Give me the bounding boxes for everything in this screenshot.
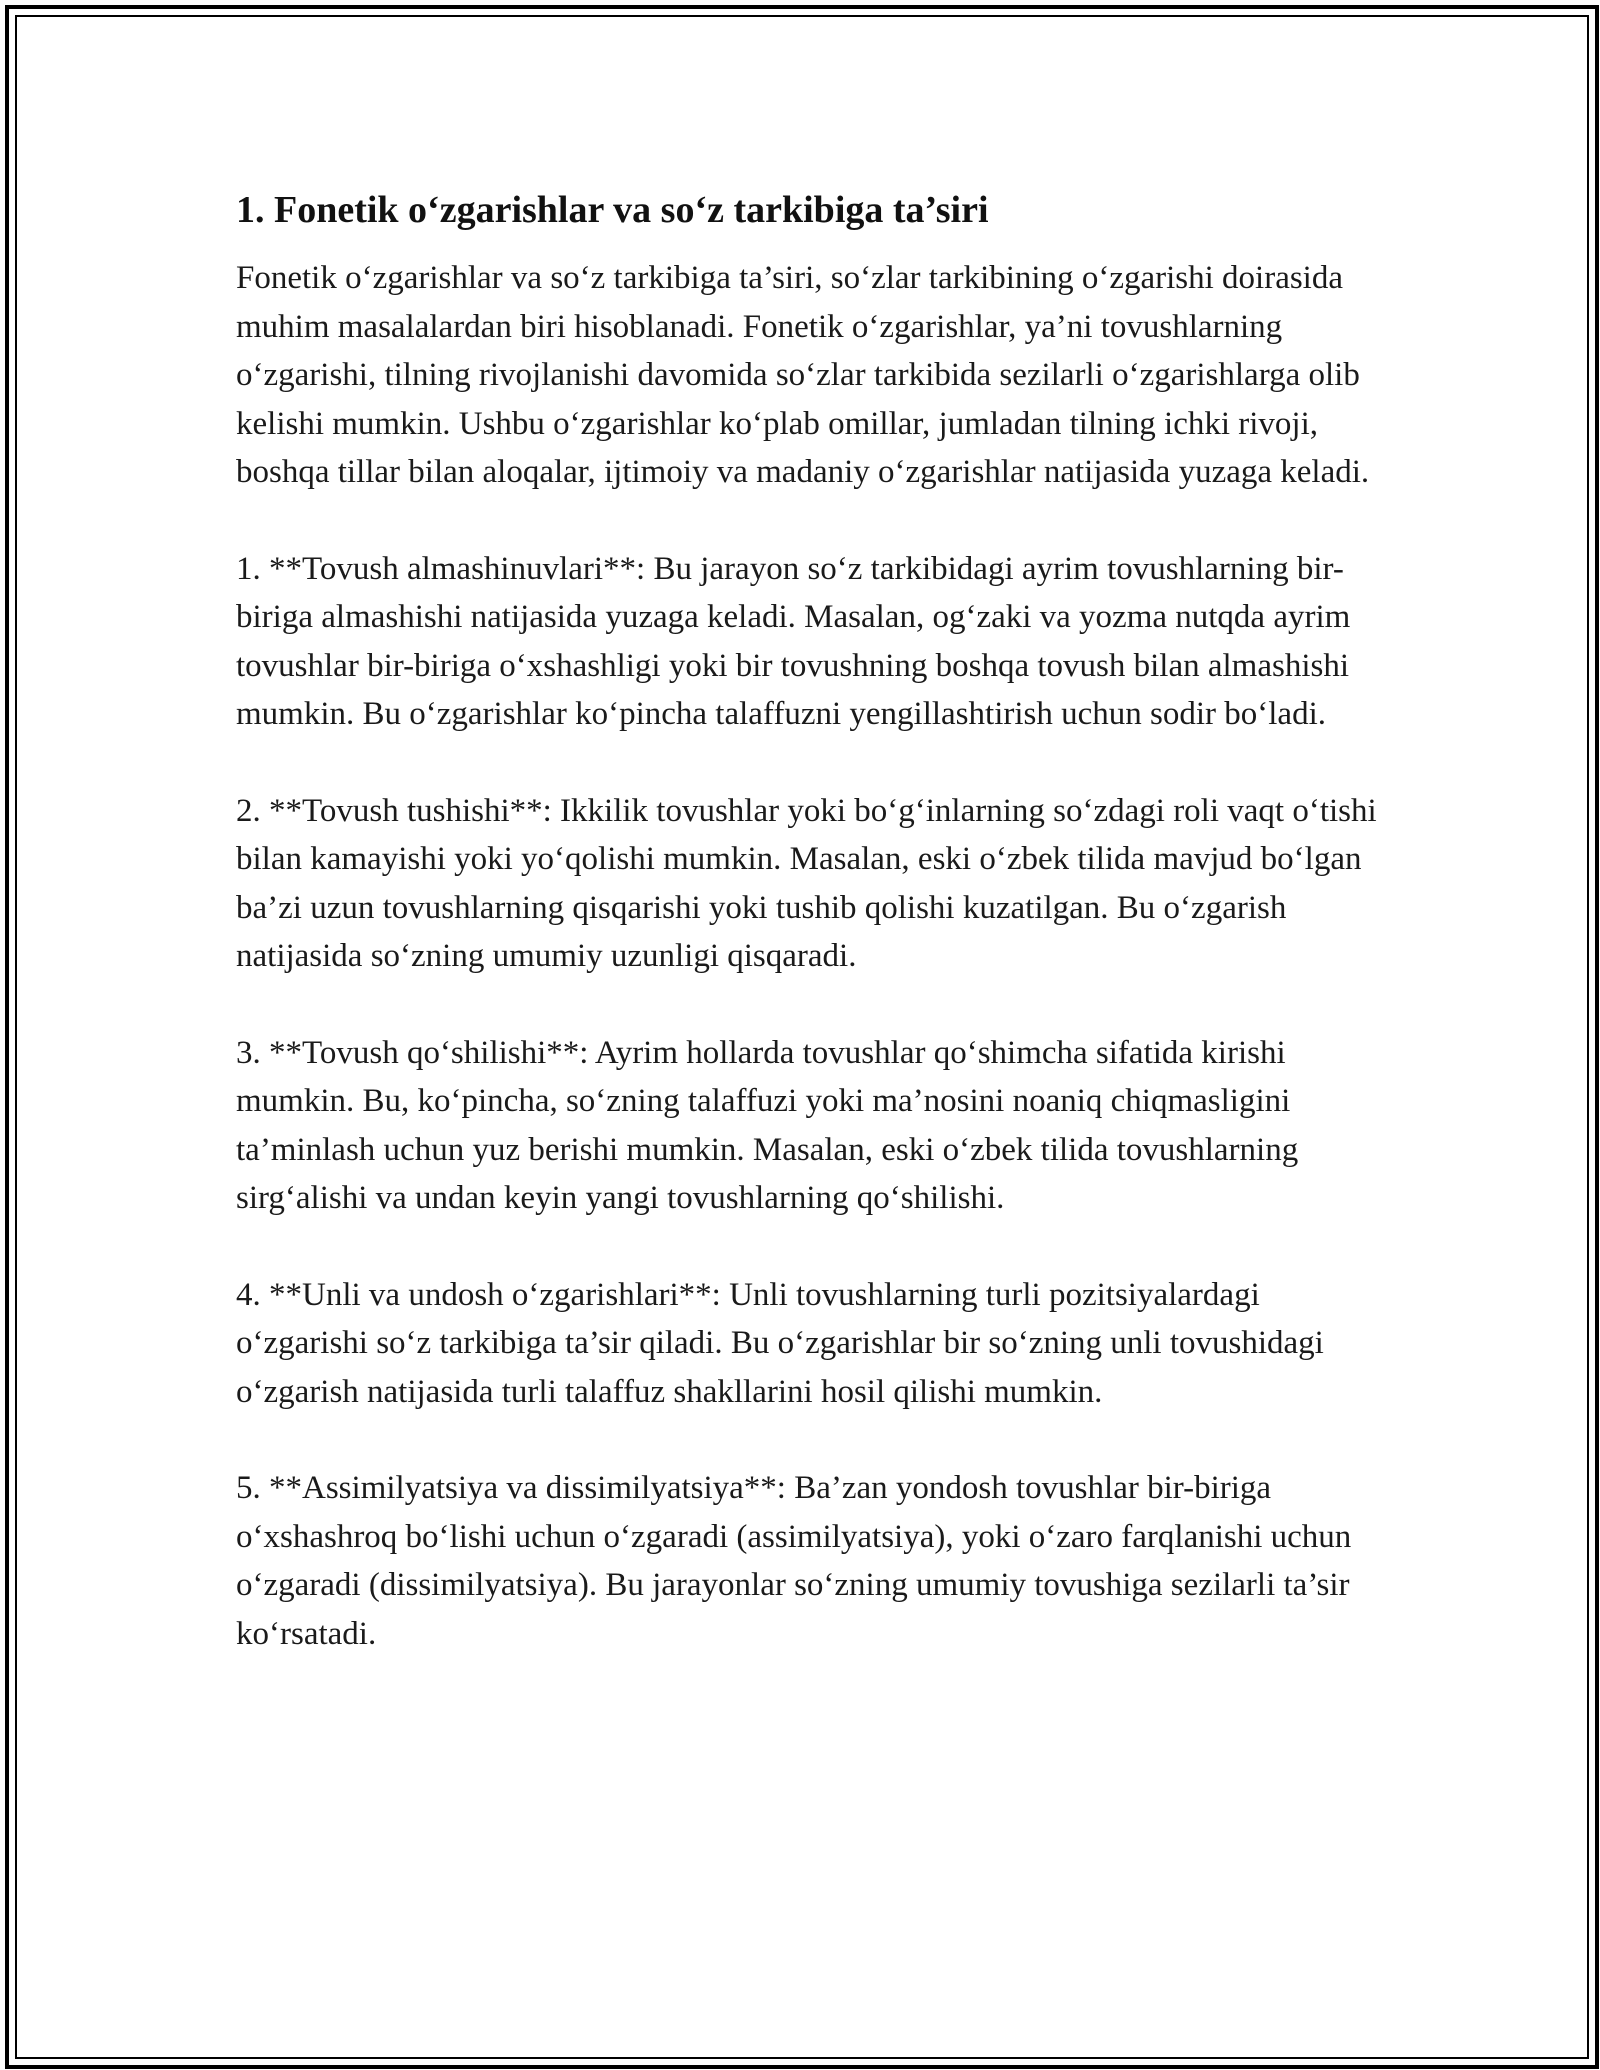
intro-paragraph: Fonetik o‘zgarishlar va so‘z tarkibiga ta’siri, so‘zlar tarkibining o‘zgarishi doirasida muhim masalalardan biri hisoblanadi. Fonetik o‘zgarishlar, ya’ni tovushlarning o‘zgarishi, tilning rivojlanishi davomida so‘zlar tarkibida sezilarli o‘zgarishlarga olib kelishi mumkin. Ushbu o‘zgarishlar ko‘plab omillar, jumladan tilning ichki rivoji, boshqa tillar bilan aloqalar, ijtimoiy va madaniy o‘zgarishlar natijasida yuzaga keladi. [236,260,1370,490]
document-body [236,186,1386,1706]
list-item-tovush-tushishi: 2. **Tovush tushishi**: Ikkilik tovushlar yoki bo‘g‘inlarning so‘zdagi roli vaqt o‘tishi bilan kamayishi yoki yo‘qolishi mumkin. Masalan, eski o‘zbek tilida mavjud bo‘lgan ba’zi uzun tovushlarning qisqarishi yoki tushib qolishi kuzatilgan. Bu o‘zgarish natijasida so‘zning umumiy uzunligi qisqaradi. [236,792,1377,974]
list-item-assimilyatsiya: 5. **Assimilyatsiya va dissimilyatsiya**: Ba’zan yondosh tovushlar bir-biriga o‘xshashroq bo‘lishi uchun o‘zgaradi (assimilyatsiya), yoki o‘zaro farqlanishi uchun o‘zgaradi (dissimilyatsiya). Bu jarayonlar so‘zning umumiy tovushiga sezilarli ta’sir ko‘rsatadi. [236,1470,1352,1652]
list-item-tovush-almashinuvlari: 1. **Tovush almashinuvlari**: Bu jarayon so‘z tarkibidagi ayrim tovushlarning bir-biriga almashishi natijasida yuzaga keladi. Masalan, og‘zaki va yozma nutqda ayrim tovushlar bir-biriga o‘xshashligi yoki bir tovushning boshqa tovush bilan almashishi mumkin. Bu o‘zgarishlar ko‘pincha talaffuzni yengillashtirish uchun sodir bo‘ladi. [236,550,1351,732]
list-item-tovush-qoshilishi: 3. **Tovush qo‘shilishi**: Ayrim hollarda tovushlar qo‘shimcha sifatida kirishi mumkin. Bu, ko‘pincha, so‘zning talaffuzi yoki ma’nosini noaniq chiqmasligini ta’minlash uchun yuz berishi mumkin. Masalan, eski o‘zbek tilida tovushlarning sirg‘alishi va undan keyin yangi tovushlarning qo‘shilishi. [236,1034,1299,1216]
section-heading: 1. Fonetik o‘zgarishlar va so‘z tarkibiga ta’siri [236,189,989,231]
list-item-unli-undosh: 4. **Unli va undosh o‘zgarishlari**: Unli tovushlarning turli pozitsiyalardagi o‘zgarishi so‘z tarkibiga ta’sir qiladi. Bu o‘zgarishlar bir so‘zning unli tovushidagi o‘zgarish natijasida turli talaffuz shakllarini hosil qilishi mumkin. [236,1276,1324,1410]
